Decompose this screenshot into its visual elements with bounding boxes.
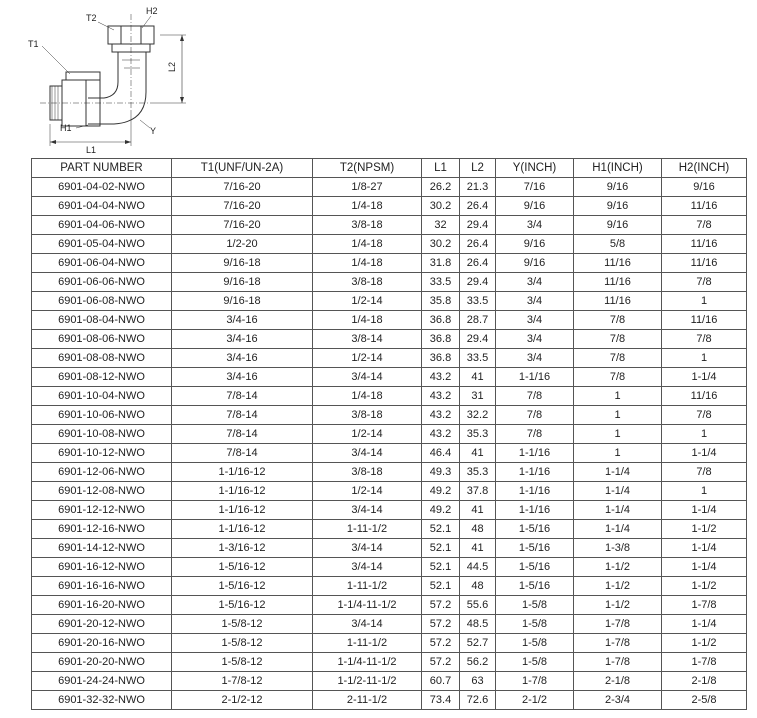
table-cell: 1-5/16 [496,520,574,539]
table-cell: 1/2-14 [313,482,422,501]
table-cell: 7/8 [496,406,574,425]
table-cell: 1-1/2 [662,634,747,653]
table-cell: 1-7/8 [574,653,662,672]
table-cell: 26.2 [422,178,460,197]
table-cell: 1-1/4 [574,482,662,501]
table-cell: 63 [460,672,496,691]
table-cell: 6901-16-16-NWO [32,577,172,596]
table-cell: 7/16-20 [172,178,313,197]
table-cell: 56.2 [460,653,496,672]
table-cell: 1-1/4 [574,463,662,482]
table-cell: 1-1/2 [574,596,662,615]
table-cell: 48 [460,577,496,596]
table-cell: 2-1/2-12 [172,691,313,710]
table-cell: 1-1/16-12 [172,520,313,539]
table-cell: 11/16 [662,235,747,254]
table-cell: 9/16 [574,178,662,197]
table-cell: 7/8 [662,216,747,235]
table-cell: 6901-08-08-NWO [32,349,172,368]
table-row [32,539,747,558]
table-cell: 9/16 [496,254,574,273]
table-cell: 37.8 [460,482,496,501]
table-cell: 6901-10-12-NWO [32,444,172,463]
table-row [32,406,747,425]
table-row [32,254,747,273]
table-cell: 60.7 [422,672,460,691]
table-cell: 7/8 [574,349,662,368]
table-cell: 1/2-20 [172,235,313,254]
table-cell: 48 [460,520,496,539]
table-cell: 9/16 [662,178,747,197]
table-cell: 43.2 [422,368,460,387]
table-cell: 44.5 [460,558,496,577]
table-cell: 5/8 [574,235,662,254]
table-cell: 1-1/2 [662,577,747,596]
table-cell: 57.2 [422,596,460,615]
table-cell: 7/8-14 [172,444,313,463]
table-cell: 6901-12-08-NWO [32,482,172,501]
column-header: L1 [422,159,460,178]
table-cell: 7/8-14 [172,387,313,406]
table-cell: 1-5/16-12 [172,596,313,615]
table-cell: 11/16 [662,387,747,406]
table-cell: 1-1/2 [662,520,747,539]
table-cell: 43.2 [422,387,460,406]
table-cell: 9/16 [574,216,662,235]
table-cell: 6901-05-04-NWO [32,235,172,254]
table-cell: 3/4-16 [172,330,313,349]
label-t1: T1 [28,39,39,49]
table-cell: 1-5/8 [496,634,574,653]
table-cell: 52.1 [422,539,460,558]
table-cell: 52.1 [422,558,460,577]
table-cell: 7/16 [496,178,574,197]
table-cell: 1-1/4 [574,501,662,520]
table-cell: 1-7/8 [574,615,662,634]
table-cell: 1-1/4-11-1/2 [313,596,422,615]
table-cell: 33.5 [422,273,460,292]
table-cell: 6901-06-06-NWO [32,273,172,292]
table-cell: 1/8-27 [313,178,422,197]
table-row [32,558,747,577]
table-cell: 9/16-18 [172,273,313,292]
table-cell: 1-7/8 [662,653,747,672]
table-cell: 2-3/4 [574,691,662,710]
table-cell: 9/16-18 [172,292,313,311]
table-cell: 1-11-1/2 [313,634,422,653]
table-cell: 32 [422,216,460,235]
table-header-row [32,159,747,178]
table-cell: 1-5/8-12 [172,653,313,672]
table-cell: 7/8 [662,330,747,349]
table-cell: 41 [460,501,496,520]
table-cell: 1/4-18 [313,235,422,254]
table-row [32,425,747,444]
table-cell: 52.1 [422,520,460,539]
table-cell: 9/16-18 [172,254,313,273]
table-cell: 1/4-18 [313,254,422,273]
table-cell: 3/8-18 [313,273,422,292]
table-row [32,349,747,368]
table-cell: 26.4 [460,254,496,273]
table-cell: 31 [460,387,496,406]
table-cell: 1-5/8 [496,596,574,615]
table-cell: 1-5/8 [496,653,574,672]
table-cell: 73.4 [422,691,460,710]
table-cell: 9/16 [496,197,574,216]
column-header: H1(INCH) [574,159,662,178]
table-cell: 6901-10-08-NWO [32,425,172,444]
table-cell: 1-1/2 [574,577,662,596]
table-cell: 33.5 [460,349,496,368]
table-cell: 41 [460,539,496,558]
table-cell: 1-1/4 [662,444,747,463]
table-cell: 3/4 [496,273,574,292]
table-cell: 2-1/2 [496,691,574,710]
label-l2: L2 [167,61,177,72]
table-cell: 30.2 [422,235,460,254]
table-row [32,615,747,634]
table-cell: 1-7/8 [496,672,574,691]
table-cell: 7/8 [574,368,662,387]
table-cell: 3/4-16 [172,368,313,387]
table-cell: 7/8 [662,463,747,482]
table-cell: 21.3 [460,178,496,197]
table-cell: 1-1/16 [496,463,574,482]
table-cell: 11/16 [574,254,662,273]
table-row [32,501,747,520]
table-cell: 1-3/16-12 [172,539,313,558]
label-h1: H1 [60,123,72,133]
table-cell: 1-5/16 [496,577,574,596]
table-cell: 43.2 [422,425,460,444]
table-cell: 29.4 [460,330,496,349]
table-row [32,216,747,235]
table-row [32,463,747,482]
table-cell: 1/2-14 [313,425,422,444]
table-cell: 1 [662,349,747,368]
table-cell: 1-1/16-12 [172,482,313,501]
table-cell: 7/8 [496,425,574,444]
table-cell: 1 [574,444,662,463]
table-cell: 7/8-14 [172,406,313,425]
table-cell: 1-1/4-11-1/2 [313,653,422,672]
table-cell: 6901-32-32-NWO [32,691,172,710]
table-cell: 1-7/8 [574,634,662,653]
table-cell: 6901-04-06-NWO [32,216,172,235]
table-cell: 1-5/16 [496,558,574,577]
table-cell: 1 [662,425,747,444]
table-row [32,292,747,311]
table-cell: 1-11-1/2 [313,577,422,596]
table-cell: 52.7 [460,634,496,653]
table-cell: 3/4-14 [313,368,422,387]
spec-table [31,158,747,710]
column-header: L2 [460,159,496,178]
table-cell: 1-3/8 [574,539,662,558]
table-cell: 1/4-18 [313,311,422,330]
table-cell: 6901-08-06-NWO [32,330,172,349]
table-row [32,653,747,672]
table-cell: 6901-24-24-NWO [32,672,172,691]
table-cell: 35.8 [422,292,460,311]
table-cell: 1 [574,425,662,444]
table-cell: 1-5/8 [496,615,574,634]
table-cell: 6901-14-12-NWO [32,539,172,558]
table-cell: 1 [662,482,747,501]
table-cell: 3/4-16 [172,311,313,330]
table-cell: 1-7/8 [662,596,747,615]
table-cell: 6901-08-04-NWO [32,311,172,330]
table-cell: 6901-20-20-NWO [32,653,172,672]
table-cell: 3/4 [496,216,574,235]
table-row [32,311,747,330]
table-cell: 6901-16-20-NWO [32,596,172,615]
table-row [32,368,747,387]
table-cell: 33.5 [460,292,496,311]
table-cell: 2-1/8 [574,672,662,691]
table-row [32,634,747,653]
table-cell: 1/2-14 [313,292,422,311]
table-cell: 52.1 [422,577,460,596]
column-header: T2(NPSM) [313,159,422,178]
label-l1: L1 [86,145,97,155]
table-cell: 6901-10-04-NWO [32,387,172,406]
table-cell: 26.4 [460,197,496,216]
column-header: H2(INCH) [662,159,747,178]
table-cell: 57.2 [422,634,460,653]
table-cell: 1-1/4 [662,558,747,577]
column-header: T1(UNF/UN-2A) [172,159,313,178]
table-cell: 3/4 [496,292,574,311]
table-cell: 49.2 [422,501,460,520]
table-cell: 6901-12-06-NWO [32,463,172,482]
table-row [32,197,747,216]
table-cell: 55.6 [460,596,496,615]
table-cell: 41 [460,368,496,387]
table-cell: 1-1/4 [662,539,747,558]
table-cell: 1-1/4 [662,368,747,387]
column-header: Y(INCH) [496,159,574,178]
table-cell: 1-1/16-12 [172,501,313,520]
table-cell: 7/8-14 [172,425,313,444]
table-cell: 35.3 [460,425,496,444]
table-cell: 36.8 [422,330,460,349]
table-cell: 9/16 [496,235,574,254]
table-row [32,387,747,406]
table-row [32,482,747,501]
table-cell: 29.4 [460,273,496,292]
table-cell: 1 [574,406,662,425]
table-cell: 1-1/4 [662,501,747,520]
table-cell: 6901-12-12-NWO [32,501,172,520]
table-body [32,178,747,710]
table-cell: 30.2 [422,197,460,216]
table-cell: 7/8 [662,406,747,425]
table-cell: 36.8 [422,349,460,368]
table-cell: 1 [574,387,662,406]
elbow-fitting-drawing [0,0,200,160]
table-cell: 6901-04-02-NWO [32,178,172,197]
table-cell: 3/4 [496,330,574,349]
table-cell: 31.8 [422,254,460,273]
table-cell: 46.4 [422,444,460,463]
table-cell: 2-1/8 [662,672,747,691]
table-cell: 28.7 [460,311,496,330]
table-cell: 1/2-14 [313,349,422,368]
table-cell: 11/16 [662,197,747,216]
table-row [32,691,747,710]
table-cell: 11/16 [662,311,747,330]
table-cell: 1-1/16 [496,368,574,387]
table-cell: 3/4-14 [313,615,422,634]
table-cell: 2-11-1/2 [313,691,422,710]
table-cell: 7/8 [496,387,574,406]
table-cell: 1/4-18 [313,387,422,406]
table-cell: 3/4-14 [313,444,422,463]
table-cell: 1-1/16 [496,501,574,520]
table-cell: 6901-06-04-NWO [32,254,172,273]
table-cell: 3/4-14 [313,558,422,577]
table-cell: 6901-10-06-NWO [32,406,172,425]
table-cell: 3/4 [496,311,574,330]
table-cell: 2-5/8 [662,691,747,710]
table-cell: 11/16 [574,273,662,292]
table-row [32,596,747,615]
table-row [32,577,747,596]
table-cell: 1-1/16 [496,482,574,501]
table-cell: 3/8-14 [313,330,422,349]
table-cell: 1-5/16 [496,539,574,558]
table-cell: 3/8-18 [313,406,422,425]
table-cell: 49.2 [422,482,460,501]
table-row [32,178,747,197]
label-y: Y [150,126,157,136]
table-cell: 3/4-16 [172,349,313,368]
table-cell: 26.4 [460,235,496,254]
table-cell: 7/16-20 [172,216,313,235]
table-cell: 7/8 [574,311,662,330]
table-cell: 72.6 [460,691,496,710]
table-cell: 6901-06-08-NWO [32,292,172,311]
table-cell: 6901-20-12-NWO [32,615,172,634]
table-row [32,235,747,254]
elbow-body-inner [88,52,118,98]
table-cell: 29.4 [460,216,496,235]
table-cell: 36.8 [422,311,460,330]
table-cell: 1-5/16-12 [172,558,313,577]
table-cell: 3/8-18 [313,216,422,235]
table-cell: 1-1/4 [574,520,662,539]
table-cell: 7/16-20 [172,197,313,216]
table-cell: 7/8 [662,273,747,292]
table-cell: 7/8 [574,330,662,349]
column-header: PART NUMBER [32,159,172,178]
table-cell: 1-5/8-12 [172,615,313,634]
table-cell: 3/4-14 [313,539,422,558]
table-cell: 57.2 [422,615,460,634]
table-cell: 11/16 [662,254,747,273]
table-cell: 1-5/16-12 [172,577,313,596]
table-cell: 43.2 [422,406,460,425]
table-row [32,520,747,539]
table-cell: 1-1/2-11-1/2 [313,672,422,691]
table-cell: 11/16 [574,292,662,311]
table-cell: 6901-20-16-NWO [32,634,172,653]
table-cell: 6901-12-16-NWO [32,520,172,539]
table-cell: 1-1/16-12 [172,463,313,482]
table-cell: 1-5/8-12 [172,634,313,653]
label-t2: T2 [86,13,97,23]
table-row [32,273,747,292]
table-cell: 3/4 [496,349,574,368]
table-cell: 1-1/16 [496,444,574,463]
table-cell: 9/16 [574,197,662,216]
table-cell: 1-1/2 [574,558,662,577]
table-cell: 35.3 [460,463,496,482]
table-cell: 49.3 [422,463,460,482]
label-h2: H2 [146,6,158,16]
table-row [32,444,747,463]
table-cell: 32.2 [460,406,496,425]
table-cell: 41 [460,444,496,463]
table-cell: 1-11-1/2 [313,520,422,539]
table-cell: 1 [662,292,747,311]
table-cell: 6901-08-12-NWO [32,368,172,387]
table-cell: 1-7/8-12 [172,672,313,691]
table-row [32,672,747,691]
table-cell: 1/4-18 [313,197,422,216]
table-cell: 6901-16-12-NWO [32,558,172,577]
table-cell: 57.2 [422,653,460,672]
table-cell: 3/8-18 [313,463,422,482]
table-cell: 48.5 [460,615,496,634]
table-row [32,330,747,349]
table-cell: 1-1/4 [662,615,747,634]
table-cell: 3/4-14 [313,501,422,520]
table-cell: 6901-04-04-NWO [32,197,172,216]
